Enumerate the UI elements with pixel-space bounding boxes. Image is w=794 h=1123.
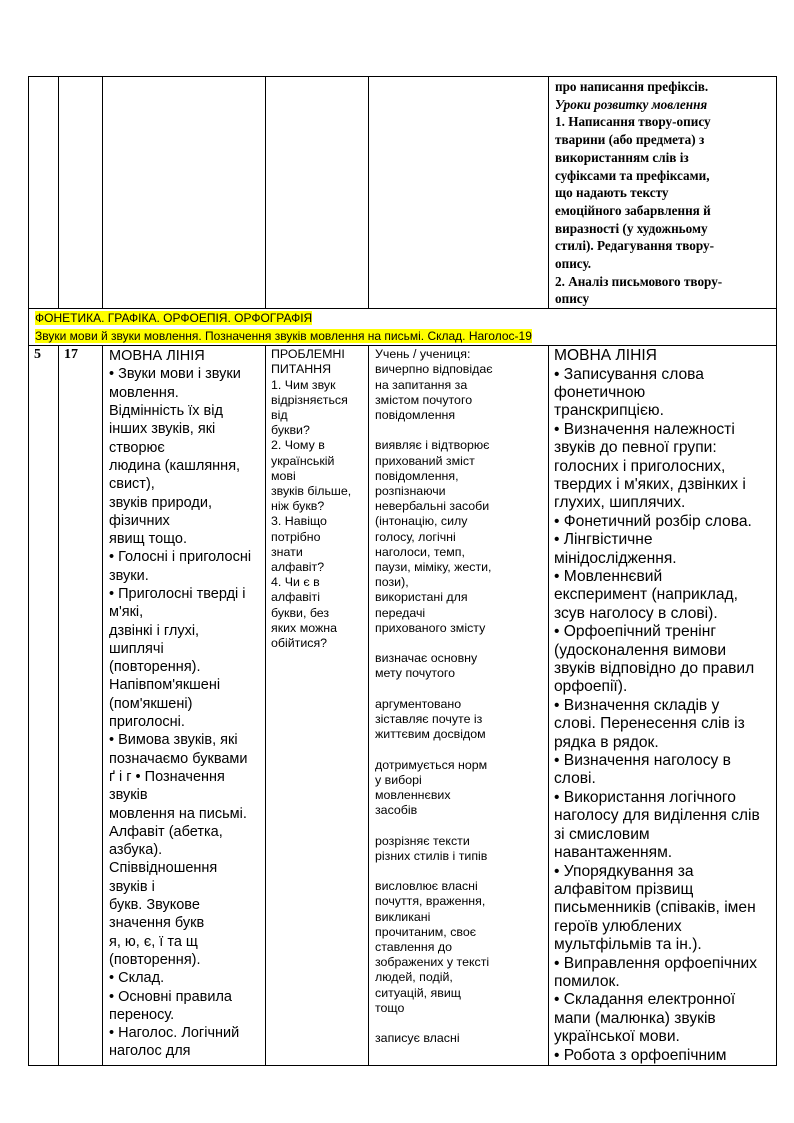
text-line: потрібно (271, 529, 321, 544)
text-line: шиплячі (109, 640, 164, 657)
line-gap (375, 1016, 548, 1031)
text-line: • Мовленнєвий (554, 568, 663, 586)
text-line: букви, без (271, 605, 330, 620)
text-line: Напівпом'якшені (109, 677, 221, 694)
section-header (29, 309, 777, 346)
text-line: мінідослідження. (554, 549, 677, 567)
outcomes-cell (369, 346, 549, 1066)
text-line: • Виправлення орфоепічних (554, 954, 758, 972)
text-line: тощо (375, 1000, 405, 1015)
section-title: ФОНЕТИКА. ГРАФІКА. ОРФОЕПІЯ. ОРФОГРАФІЯ (35, 311, 313, 326)
text-line: у виборі (375, 772, 422, 787)
text-line: емоційного забарвлення й (555, 202, 711, 218)
text-line: мовлення на письмі. (109, 805, 247, 822)
text-line: значення букв (109, 915, 205, 932)
text-line: фонетичною (554, 383, 646, 401)
text-line: передачі (375, 605, 426, 620)
text-line: експеримент (наприклад, (554, 586, 738, 604)
text-line: мету почутого (375, 666, 455, 681)
text-line: опису. (555, 256, 592, 272)
text-line: фізичних (109, 512, 170, 529)
text-line: МОВНА ЛІНІЯ (554, 347, 657, 365)
text-line: • Упорядкування за (554, 862, 694, 880)
text-line: Учень / учениця: (375, 347, 471, 362)
text-line: транскрипцією. (554, 402, 664, 420)
text-line: зображених у тексті (375, 955, 490, 970)
text-line: азбука). (109, 842, 163, 859)
text-line: (повторення). (109, 951, 201, 968)
text-line: орфоепії). (554, 678, 628, 696)
text-line: суфіксами та префіксами, (555, 167, 710, 183)
questions-cell (266, 346, 369, 1066)
text-line: алфавіт? (271, 559, 325, 574)
text-line: ПИТАННЯ (271, 362, 332, 377)
text-line: записує власні (375, 1031, 460, 1046)
text-line: ґ і г • Позначення (109, 768, 225, 785)
text-line: визначає основну (375, 651, 478, 666)
text-line: про написання префіксів. (555, 79, 709, 94)
text-line: мовлення. (109, 384, 179, 401)
text-line: зсув наголосу в слові). (554, 604, 718, 622)
text-line: дотримується норм (375, 757, 488, 772)
text-line: яких можна (271, 620, 337, 635)
text-line: (інтонацію, силу (375, 514, 468, 529)
text-line: голосних і приголосних, (554, 457, 726, 475)
text-line: • Фонетичний розбір слова. (554, 512, 752, 530)
text-line: повідомлення, (375, 468, 459, 483)
text-line: опису (555, 291, 590, 307)
section-subtitle: Звуки мови й звуки мовлення. Позначення звуків мовлення на письмі. Склад. Наголос-19 (35, 329, 532, 344)
text-line: • Приголосні тверді і (109, 586, 246, 602)
text-line: відрізняється (271, 392, 348, 407)
text-line: ПРОБЛЕМНІ (271, 347, 345, 362)
text-line: звуків більше, (271, 483, 352, 498)
text-line: • Визначення наголосу в (554, 752, 731, 770)
text-line: глухих, шиплячих. (554, 494, 686, 512)
text-line: • Записування слова (554, 365, 704, 383)
text-line: • Звуки мови і звуки (109, 366, 241, 383)
line-gap (375, 742, 548, 757)
text-line: • Голосні і приголосні (109, 549, 252, 566)
cell-outcomes-empty (369, 77, 549, 309)
text-line: помилок. (554, 972, 620, 990)
text-line: невербальні засоби (375, 499, 490, 514)
text-line: (удосконалення вимови (554, 641, 727, 659)
text-line: • Вимова звуків, які (109, 732, 238, 749)
text-line: зіставляє почуте із (375, 711, 483, 726)
cell-number-empty (29, 77, 59, 309)
text-line: МОВНА ЛІНІЯ (109, 348, 205, 365)
text-line: явищ тощо. (109, 531, 188, 548)
content-cell (103, 346, 266, 1066)
text-line: • Визначення належності (554, 420, 735, 438)
cell-questions-empty (266, 77, 369, 309)
text-line: розрізняє тексти (375, 833, 470, 848)
text-line: аргументовано (375, 696, 462, 711)
text-line: письменників (співаків, імен (554, 899, 756, 917)
text-line: Співвідношення (109, 860, 218, 877)
text-line: виразності (у художньому (555, 220, 708, 236)
text-line: вичерпно відповідає (375, 362, 493, 377)
text-line: звуків відповідно до правил (554, 660, 755, 678)
table-row-continued (29, 77, 777, 309)
text-line: букви? (271, 423, 310, 438)
line-gap (375, 864, 548, 879)
text-line: Алфавіт (абетка, (109, 823, 223, 840)
text-line: букв. Звукове (109, 897, 200, 914)
line-gap (375, 818, 548, 833)
text-line: розпізнаючи (375, 483, 446, 498)
text-line: наголоси, темп, (375, 544, 465, 559)
text-line: мультфільмів та ін.). (554, 936, 702, 954)
text-line: звуків до певної групи: (554, 439, 717, 457)
text-line: переносу. (109, 1006, 175, 1023)
text-line: тварини (або предмета) з (555, 132, 705, 148)
text-line: • Робота з орфоепічним (554, 1046, 727, 1064)
text-line: (повторення). (109, 659, 201, 676)
curriculum-table (28, 76, 777, 1066)
text-line: • Основні правила (109, 988, 232, 1005)
text-line: пози), (375, 575, 409, 590)
text-line: прихованого змісту (375, 620, 486, 635)
text-line: • Використання логічного (554, 788, 736, 806)
text-line: ситуацій, явищ (375, 985, 461, 1000)
text-line: • Наголос. Логічний (109, 1025, 240, 1042)
text-line: мапи (малюнка) звуків (554, 1009, 716, 1027)
text-line: звуків природи, (109, 494, 212, 511)
text-line: повідомлення (375, 407, 456, 422)
text-line: обійтися? (271, 636, 328, 650)
cell-hours-empty (59, 77, 103, 309)
line-gap (375, 682, 548, 697)
activities-cell (549, 346, 777, 1066)
text-line: наголосу для виділення слів (554, 807, 760, 825)
text-line: української мови. (554, 1028, 680, 1046)
text-line: стилі). Редагування твору- (555, 238, 714, 254)
text-line: рядка в рядок. (554, 733, 659, 751)
row-hours: 17 (59, 346, 103, 1066)
text-line: що надають тексту (555, 185, 669, 201)
text-line: висловлює власні (375, 879, 478, 894)
text-line: 4. Чи є в (271, 575, 320, 590)
row-number: 5 (29, 346, 59, 1066)
text-line: прихований зміст (375, 453, 475, 468)
text-line: використані для (375, 590, 468, 605)
text-line: м'які, (109, 604, 144, 621)
text-line: 2. Аналіз письмового твору- (555, 273, 723, 289)
text-line: мові (271, 468, 296, 483)
text-line: героїв улюблених (554, 917, 682, 935)
text-line: ніж букв? (271, 499, 325, 514)
line-gap (375, 423, 548, 438)
text-line: людей, подій, (375, 970, 453, 985)
text-line: • Орфоепічний тренінг (554, 623, 717, 641)
text-line: створює (109, 439, 165, 456)
text-line: • Складання електронної (554, 991, 736, 1009)
text-line: звуків і (109, 878, 155, 895)
text-line: навантаженням. (554, 844, 673, 862)
text-line: різних стилів і типів (375, 848, 488, 863)
text-line: (пом'якшені) (109, 695, 193, 712)
text-line: від (271, 407, 288, 422)
text-line: почуття, враження, (375, 894, 486, 909)
cell-activities-continued (549, 77, 777, 309)
cell-content-empty (103, 77, 266, 309)
text-line: • Лінгвістичне (554, 531, 653, 549)
text-line: свист), (109, 476, 155, 493)
section-header-row (29, 309, 777, 346)
text-line: Відмінність їх від (109, 403, 223, 420)
text-line: засобів (375, 803, 418, 818)
text-line: 3. Навіщо (271, 514, 327, 529)
text-line: голосу, логічні (375, 529, 456, 544)
text-line: приголосні. (109, 714, 185, 731)
text-line: алфавіті (271, 590, 320, 605)
text-line: 2. Чому в (271, 438, 325, 453)
text-line: зі смисловим (554, 825, 650, 843)
table-row-lesson (29, 346, 777, 1066)
text-line: викликані (375, 909, 431, 924)
text-line: на запитання за (375, 377, 468, 392)
line-gap (375, 636, 548, 651)
text-line: використанням слів із (555, 149, 689, 165)
text-line: наголос для (109, 1043, 191, 1060)
text-line: • Визначення складів у (554, 696, 720, 714)
text-line: українській (271, 453, 335, 468)
text-line: знати (271, 544, 303, 559)
text-line: мовленнєвих (375, 787, 451, 802)
text-line: виявляє і відтворює (375, 438, 490, 453)
text-line: прочитаним, своє (375, 924, 477, 939)
text-line: дзвінкі і глухі, (109, 622, 200, 639)
text-line: змістом почутого (375, 392, 473, 407)
text-line: твердих і м'яких, дзвінких і (554, 475, 746, 493)
text-line: я, ю, є, ї та щ (109, 933, 198, 950)
text-line: паузи, міміку, жести, (375, 559, 492, 574)
text-line: життєвим досвідом (375, 727, 486, 742)
text-line: ставлення до (375, 939, 452, 954)
text-line: інших звуків, які (109, 421, 216, 438)
text-line: 1. Чим звук (271, 377, 336, 392)
text-line: слові. (554, 770, 596, 788)
text-line: людина (кашляння, (109, 457, 241, 474)
text-line: звуків (109, 787, 148, 804)
text-line: звуки. (109, 567, 149, 584)
text-line: Уроки розвитку мовлення (555, 96, 708, 112)
text-line: • Склад. (109, 970, 165, 987)
text-line: позначаємо буквами (109, 750, 248, 767)
text-line: 1. Написання твору-опису (555, 114, 711, 130)
text-line: слові. Перенесення слів із (554, 715, 745, 733)
text-line: алфавітом прізвищ (554, 880, 694, 898)
